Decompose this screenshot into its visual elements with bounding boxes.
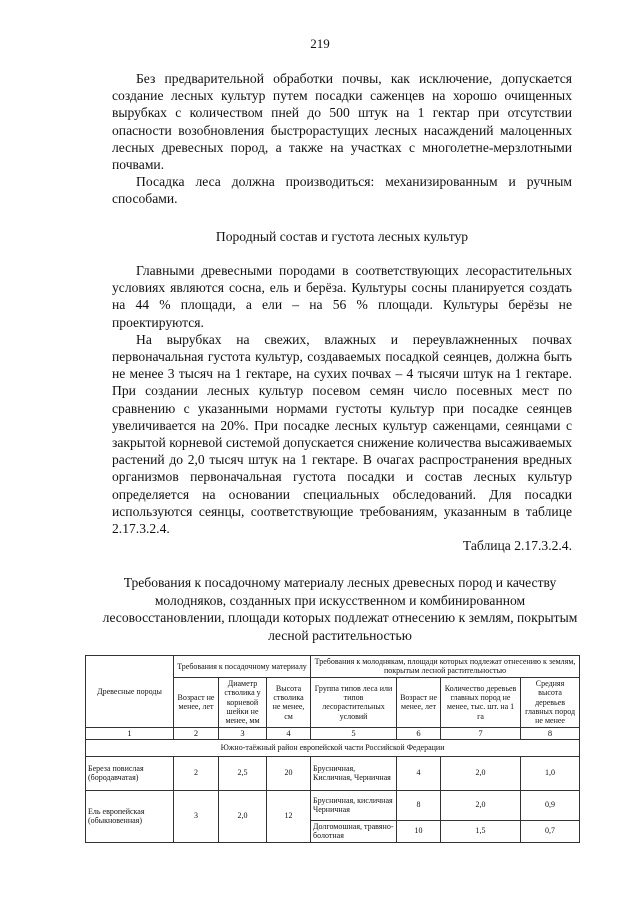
body-text [112,262,572,537]
species-cell: Ель европейская (обыкновенная) [86,790,174,842]
header-cell: Группа типов леса или типов лесорастительных условий [311,677,397,727]
table-cell: 1,0 [521,756,580,790]
table-cell: Брусничная, Кисличная, Черничная [311,756,397,790]
column-number: 2 [174,727,219,739]
column-number-row [86,727,580,739]
table-cell: 0,9 [521,790,580,820]
region-cell: Южно-таёжный район европейской части Российской Федерации [86,740,580,756]
requirements-table [85,655,580,843]
header-cell: Древесные породы [86,656,174,728]
table-cell: 12 [267,790,311,842]
column-number: 7 [441,727,521,739]
paragraph: На вырубках на свежих, влажных и переувлажненных почвах первоначальная густота культур, создаваемых посадкой сеянцев, должна быть не менее 3 тысяч на 1 гектаре, на сухих почвах – 4 тысячи штук на 1 гектаре. При создании лесных культур посевом семян число посевных мест по сравнению с указанными нормами густоты культур при посадке сеянцев увеличивается на 20%. При посадке лесных культур саженцами, сеянцами с закрытой корневой системой допускается снижение количества высаживаемых растений до 2,0 тысяч штук на 1 гектаре. В очагах распространения вредных организмов первоначальная густота посадки и состав лесных культур определяется на основании специальных обследований. Для посадки используются сеянцы, соответствующие требованиям, указанным в таблице 2.17.3.2.4. [112,331,572,537]
header-cell: Возраст не менее, лет [397,677,441,727]
column-number: 6 [397,727,441,739]
paragraph: Без предварительной обработки почвы, как исключение, допускается создание лесных культур путем посадки саженцев на хорошо очищенных вырубках с количеством пней до 500 штук на 1 гектар при отсутствии опасности возобновления быстрорастущих лесных насаждений малоценных лесных древесных пород, а также на участках с многолетне-мерзлотными почвами. [112,71,572,173]
table-cell: 2,0 [219,790,267,842]
table-row [86,790,580,820]
section-heading: Породный состав и густота лесных культур [215,229,469,244]
table-cell: Долгомошная, травяно-болотная [311,820,397,842]
table-label: Таблица 2.17.3.2.4. [462,538,572,553]
table-cell: 3 [174,790,219,842]
header-cell: Требования к посадочному материалу [174,656,311,678]
table-cell: Брусничная, кисличная Черничная [311,790,397,820]
intro-text [112,70,572,208]
column-number: 5 [311,727,397,739]
paragraph: Главными древесными породами в соответствующих лесорастительных условиях являются сосна, ель и берёза. Культуры сосны планируется создать на 44 % площади, а ели – на 56 % площади. Культуры берёзы не проектируются. [112,263,572,330]
header-cell: Диаметр стволика у корневой шейки не менее, мм [219,677,267,727]
table-cell: 2,0 [441,790,521,820]
table-title: Требования к посадочному материалу лесных древесных пород и качеству молодняков, созданных при искусственном и комбинированном лесовосстановлении, площади которых подлежат отнесению к землям, покрытым лесной растительностью [102,575,578,643]
species-cell: Береза повислая (бородавчатая) [86,756,174,790]
header-cell: Средняя высота деревьев главных пород не менее [521,677,580,727]
column-number: 1 [86,727,174,739]
column-number: 3 [219,727,267,739]
header-cell: Количество деревьев главных пород не менее, тыс. шт. на 1 га [441,677,521,727]
header-cell: Возраст не менее, лет [174,677,219,727]
table-header-row [86,656,580,678]
table-cell: 2,0 [441,756,521,790]
table-cell: 2,5 [219,756,267,790]
table-cell: 8 [397,790,441,820]
table-cell: 0,7 [521,820,580,842]
table-cell: 20 [267,756,311,790]
page-number: 219 [310,36,330,51]
table-cell: 4 [397,756,441,790]
header-cell: Требования к молоднякам, площади которых подлежат отнесению к землям, покрытым лесной растительностью [311,656,580,678]
column-number: 4 [267,727,311,739]
column-number: 8 [521,727,580,739]
table-row [86,756,580,790]
paragraph: Посадка леса должна производиться: механизированным и ручным способами. [112,174,572,207]
table-cell: 10 [397,820,441,842]
table-cell: 2 [174,756,219,790]
table-cell: 1,5 [441,820,521,842]
header-cell: Высота стволика не менее, см [267,677,311,727]
region-row [86,740,580,756]
